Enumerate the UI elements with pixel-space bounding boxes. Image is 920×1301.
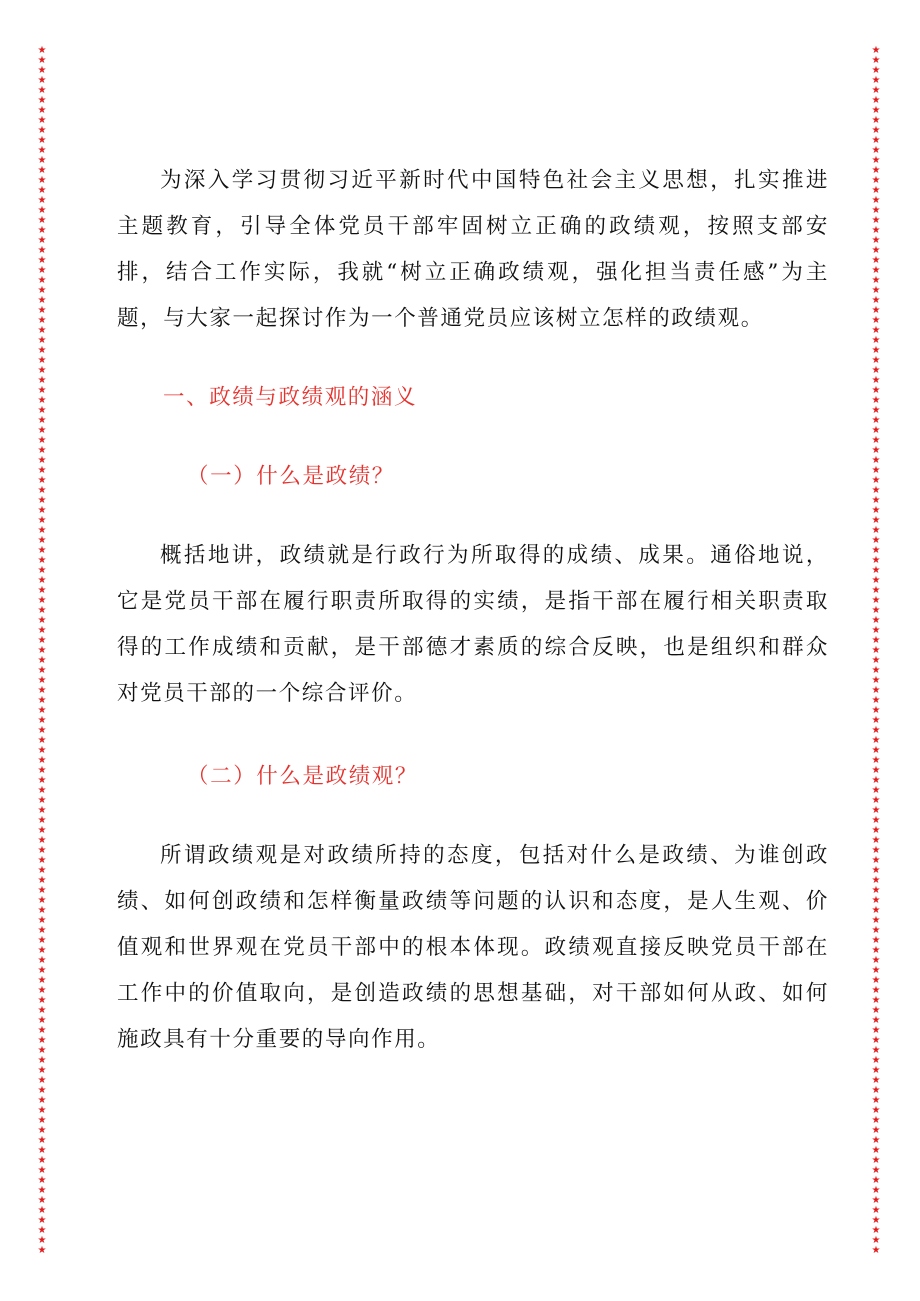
star-icon: ★ xyxy=(871,355,881,366)
star-icon: ★ xyxy=(871,455,881,466)
star-icon: ★ xyxy=(871,715,881,726)
star-icon: ★ xyxy=(37,385,47,396)
star-icon: ★ xyxy=(37,1195,47,1206)
star-icon: ★ xyxy=(37,1135,47,1146)
star-icon: ★ xyxy=(37,565,47,576)
star-icon: ★ xyxy=(37,315,47,326)
star-icon: ★ xyxy=(871,655,881,666)
star-icon: ★ xyxy=(37,365,47,376)
star-icon: ★ xyxy=(37,1245,47,1254)
star-icon: ★ xyxy=(37,55,47,66)
spacer xyxy=(117,342,829,375)
star-icon: ★ xyxy=(871,345,881,356)
intro-paragraph: 为深入学习贯彻习近平新时代中国特色社会主义思想，扎实推进主题教育，引导全体党员干部牢固树立正确的政绩观，按照支部安排，结合工作实际，我就“树立正确政绩观，强化担当责任感”为主题，与大家一起探讨作为一个普通党员应该树立怎样的政绩观。 xyxy=(117,168,829,331)
star-icon: ★ xyxy=(37,1225,47,1236)
star-icon: ★ xyxy=(871,815,881,826)
star-icon: ★ xyxy=(37,1145,47,1156)
star-icon: ★ xyxy=(871,795,881,806)
star-icon: ★ xyxy=(37,475,47,486)
star-icon: ★ xyxy=(871,785,881,796)
left-star-border xyxy=(36,46,48,1254)
star-icon: ★ xyxy=(871,1225,881,1236)
star-icon: ★ xyxy=(871,215,881,226)
subsection-1-paragraph: 概括地讲，政绩就是行政行为所取得的成绩、成果。通俗地说，它是党员干部在履行职责所取得的实绩，是指干部在履行相关职责取得的工作成绩和贡献，是干部德才素质的综合反映，也是组织和群众对党员干部的一个综合评价。 xyxy=(117,543,829,706)
star-icon: ★ xyxy=(37,375,47,386)
star-icon: ★ xyxy=(37,295,47,306)
star-icon: ★ xyxy=(37,1155,47,1166)
star-icon: ★ xyxy=(37,1065,47,1076)
star-icon: ★ xyxy=(871,665,881,676)
star-icon: ★ xyxy=(37,1055,47,1066)
star-icon: ★ xyxy=(871,195,881,206)
star-icon: ★ xyxy=(37,585,47,596)
star-icon: ★ xyxy=(37,575,47,586)
star-icon: ★ xyxy=(871,265,881,276)
star-icon: ★ xyxy=(871,855,881,866)
star-icon: ★ xyxy=(871,895,881,906)
star-icon: ★ xyxy=(871,555,881,566)
star-icon: ★ xyxy=(37,285,47,296)
star-icon: ★ xyxy=(871,1045,881,1056)
star-icon: ★ xyxy=(37,635,47,646)
star-icon: ★ xyxy=(37,175,47,186)
star-icon: ★ xyxy=(871,465,881,476)
star-icon: ★ xyxy=(871,1195,881,1206)
star-icon: ★ xyxy=(37,1105,47,1116)
star-icon: ★ xyxy=(37,725,47,736)
star-icon: ★ xyxy=(37,665,47,676)
star-icon: ★ xyxy=(871,535,881,546)
star-icon: ★ xyxy=(871,185,881,196)
star-icon: ★ xyxy=(871,875,881,886)
star-icon: ★ xyxy=(37,995,47,1006)
star-icon: ★ xyxy=(871,275,881,286)
star-icon: ★ xyxy=(37,46,47,56)
star-icon: ★ xyxy=(37,335,47,346)
star-icon: ★ xyxy=(871,1125,881,1136)
star-icon: ★ xyxy=(871,915,881,926)
star-icon: ★ xyxy=(871,85,881,96)
star-icon: ★ xyxy=(37,145,47,156)
star-icon: ★ xyxy=(37,1005,47,1016)
star-icon: ★ xyxy=(37,905,47,916)
star-icon: ★ xyxy=(871,475,881,486)
star-icon: ★ xyxy=(871,955,881,966)
star-icon: ★ xyxy=(37,675,47,686)
star-icon: ★ xyxy=(37,815,47,826)
subsection-2-paragraph: 所谓政绩观是对政绩所持的态度，包括对什么是政绩、为谁创政绩、如何创政绩和怎样衡量政绩等问题的认识和态度，是人生观、价值观和世界观在党员干部中的根本体现。政绩观直接反映党员干部在工作中的价值取向，是创造政绩的思想基础，对干部如何从政、如何施政具有十分重要的导向作用。 xyxy=(117,843,829,1052)
star-icon: ★ xyxy=(871,1185,881,1196)
star-icon: ★ xyxy=(871,1105,881,1116)
star-icon: ★ xyxy=(871,75,881,86)
star-icon: ★ xyxy=(37,65,47,76)
star-icon: ★ xyxy=(37,685,47,696)
star-icon: ★ xyxy=(37,155,47,166)
star-icon: ★ xyxy=(871,805,881,816)
star-icon: ★ xyxy=(37,1095,47,1106)
star-icon: ★ xyxy=(37,735,47,746)
star-icon: ★ xyxy=(871,965,881,976)
star-icon: ★ xyxy=(871,295,881,306)
star-icon: ★ xyxy=(37,515,47,526)
star-icon: ★ xyxy=(871,425,881,436)
star-icon: ★ xyxy=(37,215,47,226)
star-icon: ★ xyxy=(871,575,881,586)
star-icon: ★ xyxy=(37,955,47,966)
star-icon: ★ xyxy=(871,885,881,896)
star-icon: ★ xyxy=(871,995,881,1006)
star-icon: ★ xyxy=(871,1055,881,1066)
star-icon: ★ xyxy=(37,1085,47,1096)
star-icon: ★ xyxy=(37,1175,47,1186)
star-icon: ★ xyxy=(37,505,47,516)
star-icon: ★ xyxy=(37,615,47,626)
star-icon: ★ xyxy=(37,1075,47,1086)
star-icon: ★ xyxy=(37,485,47,496)
star-icon: ★ xyxy=(37,965,47,976)
star-icon: ★ xyxy=(37,265,47,276)
star-icon: ★ xyxy=(37,1235,47,1246)
star-icon: ★ xyxy=(871,905,881,916)
star-icon: ★ xyxy=(37,445,47,456)
star-icon: ★ xyxy=(37,525,47,536)
star-icon: ★ xyxy=(871,335,881,346)
star-icon: ★ xyxy=(37,985,47,996)
star-icon: ★ xyxy=(871,285,881,296)
star-icon: ★ xyxy=(871,1145,881,1156)
star-icon: ★ xyxy=(37,835,47,846)
star-icon: ★ xyxy=(871,705,881,716)
star-icon: ★ xyxy=(871,765,881,776)
star-icon: ★ xyxy=(871,365,881,376)
star-icon: ★ xyxy=(871,505,881,516)
star-icon: ★ xyxy=(871,525,881,536)
star-icon: ★ xyxy=(37,975,47,986)
star-icon: ★ xyxy=(37,875,47,886)
star-icon: ★ xyxy=(37,775,47,786)
star-icon: ★ xyxy=(37,255,47,266)
star-icon: ★ xyxy=(871,755,881,766)
star-icon: ★ xyxy=(37,945,47,956)
star-icon: ★ xyxy=(871,735,881,746)
star-icon: ★ xyxy=(37,645,47,656)
star-icon: ★ xyxy=(37,855,47,866)
star-icon: ★ xyxy=(37,1045,47,1056)
star-icon: ★ xyxy=(37,1165,47,1176)
star-icon: ★ xyxy=(37,785,47,796)
star-icon: ★ xyxy=(37,425,47,436)
star-icon: ★ xyxy=(37,755,47,766)
star-icon: ★ xyxy=(871,145,881,156)
star-icon: ★ xyxy=(871,675,881,686)
star-icon: ★ xyxy=(37,545,47,556)
star-icon: ★ xyxy=(871,1135,881,1146)
star-icon: ★ xyxy=(37,845,47,856)
star-icon: ★ xyxy=(871,825,881,836)
star-icon: ★ xyxy=(37,75,47,86)
spacer xyxy=(117,717,829,754)
star-icon: ★ xyxy=(37,185,47,196)
star-icon: ★ xyxy=(37,1125,47,1136)
star-icon: ★ xyxy=(871,1025,881,1036)
star-icon: ★ xyxy=(871,865,881,876)
star-icon: ★ xyxy=(871,565,881,576)
star-icon: ★ xyxy=(871,235,881,246)
star-icon: ★ xyxy=(871,415,881,426)
star-icon: ★ xyxy=(37,715,47,726)
star-icon: ★ xyxy=(871,225,881,236)
star-icon: ★ xyxy=(871,1005,881,1016)
star-icon: ★ xyxy=(871,725,881,736)
star-icon: ★ xyxy=(37,345,47,356)
star-icon: ★ xyxy=(37,865,47,876)
star-icon: ★ xyxy=(871,1035,881,1046)
star-icon: ★ xyxy=(37,115,47,126)
star-icon: ★ xyxy=(37,235,47,246)
star-icon: ★ xyxy=(871,485,881,496)
star-icon: ★ xyxy=(871,1235,881,1246)
star-icon: ★ xyxy=(37,1205,47,1216)
star-icon: ★ xyxy=(37,105,47,116)
star-icon: ★ xyxy=(871,125,881,136)
star-icon: ★ xyxy=(871,685,881,696)
star-icon: ★ xyxy=(871,385,881,396)
star-icon: ★ xyxy=(871,615,881,626)
star-icon: ★ xyxy=(871,315,881,326)
star-icon: ★ xyxy=(37,1025,47,1036)
star-icon: ★ xyxy=(871,645,881,656)
star-icon: ★ xyxy=(871,205,881,216)
star-icon: ★ xyxy=(37,895,47,906)
star-icon: ★ xyxy=(37,555,47,566)
star-icon: ★ xyxy=(871,605,881,616)
star-icon: ★ xyxy=(37,1035,47,1046)
star-icon: ★ xyxy=(871,255,881,266)
star-icon: ★ xyxy=(37,415,47,426)
star-icon: ★ xyxy=(871,775,881,786)
star-icon: ★ xyxy=(871,985,881,996)
star-icon: ★ xyxy=(871,945,881,956)
star-icon: ★ xyxy=(37,355,47,366)
star-icon: ★ xyxy=(37,395,47,406)
star-icon: ★ xyxy=(37,205,47,216)
star-icon: ★ xyxy=(37,1015,47,1026)
star-icon: ★ xyxy=(37,805,47,816)
star-icon: ★ xyxy=(871,845,881,856)
star-icon: ★ xyxy=(37,135,47,146)
star-icon: ★ xyxy=(37,435,47,446)
star-icon: ★ xyxy=(871,495,881,506)
star-icon: ★ xyxy=(37,195,47,206)
star-icon: ★ xyxy=(37,935,47,946)
star-icon: ★ xyxy=(871,55,881,66)
spacer xyxy=(117,500,829,533)
star-icon: ★ xyxy=(37,885,47,896)
document-body xyxy=(117,158,829,1063)
star-icon: ★ xyxy=(871,175,881,186)
star-icon: ★ xyxy=(871,835,881,846)
star-icon: ★ xyxy=(37,915,47,926)
star-icon: ★ xyxy=(871,375,881,386)
star-icon: ★ xyxy=(871,625,881,636)
star-icon: ★ xyxy=(37,705,47,716)
star-icon: ★ xyxy=(871,155,881,166)
star-icon: ★ xyxy=(37,605,47,616)
star-icon: ★ xyxy=(871,1175,881,1186)
star-icon: ★ xyxy=(37,95,47,106)
star-icon: ★ xyxy=(871,1075,881,1086)
star-icon: ★ xyxy=(871,445,881,456)
star-icon: ★ xyxy=(871,1155,881,1166)
star-icon: ★ xyxy=(871,695,881,706)
star-icon: ★ xyxy=(37,925,47,936)
star-icon: ★ xyxy=(871,395,881,406)
star-icon: ★ xyxy=(871,635,881,646)
star-icon: ★ xyxy=(37,825,47,836)
star-icon: ★ xyxy=(871,515,881,526)
star-icon: ★ xyxy=(871,925,881,936)
star-icon: ★ xyxy=(37,535,47,546)
star-icon: ★ xyxy=(871,595,881,606)
star-icon: ★ xyxy=(871,325,881,336)
star-icon: ★ xyxy=(871,1165,881,1176)
star-icon: ★ xyxy=(871,405,881,416)
star-icon: ★ xyxy=(871,1085,881,1096)
star-icon: ★ xyxy=(871,65,881,76)
star-icon: ★ xyxy=(871,1095,881,1106)
star-icon: ★ xyxy=(37,465,47,476)
star-icon: ★ xyxy=(37,625,47,636)
spacer xyxy=(117,800,829,833)
right-star-border xyxy=(870,46,882,1254)
star-icon: ★ xyxy=(871,245,881,256)
star-icon: ★ xyxy=(871,545,881,556)
star-icon: ★ xyxy=(37,125,47,136)
star-icon: ★ xyxy=(37,595,47,606)
star-icon: ★ xyxy=(871,1245,881,1254)
star-icon: ★ xyxy=(37,405,47,416)
star-icon: ★ xyxy=(871,305,881,316)
star-icon: ★ xyxy=(871,585,881,596)
star-icon: ★ xyxy=(37,1115,47,1126)
star-icon: ★ xyxy=(871,745,881,756)
star-icon: ★ xyxy=(871,1115,881,1126)
section-heading: 一、政绩与政绩观的涵义 xyxy=(163,385,418,410)
star-icon: ★ xyxy=(871,46,881,56)
subsection-heading-1: （一）什么是政绩？ xyxy=(187,464,395,489)
star-icon: ★ xyxy=(37,655,47,666)
star-icon: ★ xyxy=(37,765,47,776)
star-icon: ★ xyxy=(37,305,47,316)
star-icon: ★ xyxy=(871,1065,881,1076)
spacer xyxy=(117,421,829,454)
star-icon: ★ xyxy=(871,435,881,446)
star-icon: ★ xyxy=(37,245,47,256)
star-icon: ★ xyxy=(37,225,47,236)
star-icon: ★ xyxy=(871,165,881,176)
star-icon: ★ xyxy=(37,165,47,176)
star-icon: ★ xyxy=(871,1215,881,1226)
star-icon: ★ xyxy=(37,325,47,336)
star-icon: ★ xyxy=(37,795,47,806)
star-icon: ★ xyxy=(37,1215,47,1226)
star-icon: ★ xyxy=(871,1205,881,1216)
star-icon: ★ xyxy=(871,135,881,146)
star-icon: ★ xyxy=(871,105,881,116)
star-icon: ★ xyxy=(871,1015,881,1026)
star-icon: ★ xyxy=(871,935,881,946)
star-icon: ★ xyxy=(37,495,47,506)
star-icon: ★ xyxy=(37,85,47,96)
star-icon: ★ xyxy=(37,745,47,756)
star-icon: ★ xyxy=(871,975,881,986)
star-icon: ★ xyxy=(37,275,47,286)
star-icon: ★ xyxy=(37,695,47,706)
star-icon: ★ xyxy=(871,115,881,126)
star-icon: ★ xyxy=(37,455,47,466)
star-icon: ★ xyxy=(37,1185,47,1196)
subsection-heading-2: （二）什么是政绩观？ xyxy=(187,764,419,789)
star-icon: ★ xyxy=(871,95,881,106)
